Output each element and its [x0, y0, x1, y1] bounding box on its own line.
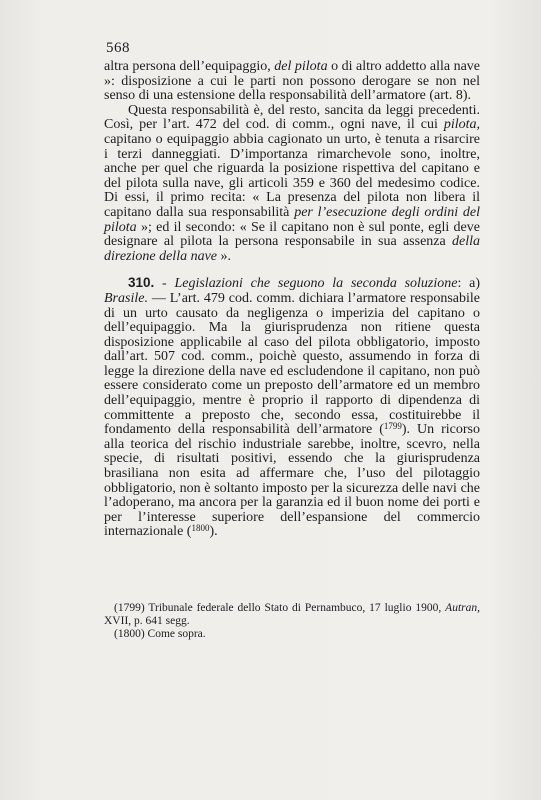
footnotes — [104, 602, 480, 641]
text-run: ». — [217, 248, 232, 264]
text-run: ). Un ricorso alla teorica del rischio industriale sarebbe, inoltre, scevro, nella specie, di risultati positivi, essendo che la giurisprudenza brasiliana non esita ad affermare che, l’uso del pilotaggio obbligatorio, non è soltanto imposto per la sicurezza delle navi che l’adoperano, ma ancora per la garanzia ed il buon nome dei porti e per l’interesse superiore dell’espansione del commercio internazionale ( — [104, 422, 480, 540]
text-run: ). — [209, 524, 218, 540]
italic-text: del pilota — [274, 59, 328, 74]
text-run: (1799) Tribunale federale dello Stato di Pernambuco, 17 luglio 1900, — [114, 602, 446, 614]
italic-text: pilota, — [443, 117, 480, 133]
italic-text: Autran, — [445, 602, 480, 614]
footnote-1800 — [104, 628, 480, 641]
paragraph-continuation — [104, 60, 480, 104]
text-run: - — [154, 276, 175, 292]
footnote-1799 — [104, 602, 480, 628]
text-run: (1800) Come sopra. — [114, 628, 206, 640]
italic-text: Brasile. — [104, 290, 148, 306]
text-run: : a) — [457, 276, 480, 292]
text-run: »; ed il secondo: « Se il capitano non è sul ponte, egli deve designare al pilota la persona responsabile in sua assenza — [104, 219, 480, 250]
italic-text: della direzione della nave — [104, 234, 480, 264]
italic-text: Legislazioni che seguono la seconda soluzione — [174, 276, 458, 292]
footnote-ref: 1800 — [191, 523, 210, 534]
text-run: — L’art. 479 cod. comm. dichiara l’armatore responsabile di un urto causato da negligenza o imperizia del capitano o dell’equipaggio. Ma la giurisprudenza non ritiene questa disposizione applicabile al caso del pilota obbligatorio, imposto dall’art. 507 cod. comm., poichè questo, assumendo in forza di legge la direzione della nave ed escludendone il capitano, non può essere considerato come un preposto dell’armatore ed un membro dell’equipaggio, mentre è proprio il rapporto di dipendenza di committente a preposto che, secondo essa, costituirebbe il fondamento della responsabilità dell’armatore ( — [104, 290, 480, 438]
section-number: 310. — [128, 275, 155, 291]
text-run: XVII, p. 641 segg. — [104, 615, 190, 627]
text-run: o di altro addetto alla nave »: disposizione a cui le parti non possono derogare se non nel senso di una estensione della responsabilità dell’armatore (art. 8). — [104, 59, 480, 104]
page-number: 568 — [106, 40, 130, 56]
footnote-ref: 1799 — [383, 421, 402, 432]
italic-text: per l’esecuzione degli ordini del pilota — [104, 204, 480, 235]
body-text — [104, 60, 480, 540]
paragraph-responsibility — [104, 104, 480, 265]
text-run: capitano o equipaggio abbia cagionato un urto, è tenuta a risarcire i terzi danneggiati. D’importanza rimarchevole sono, inoltre, anche per quel che riguarda la posizione rispettiva del capitano e del pilota sulla nave, gli articoli 359 e 360 del medesimo codice. Di essi, il primo recita: « La presenza del pilota non libera il capitano dalla sua responsabilità — [104, 131, 480, 220]
text-run: altra persona dell’equipaggio, — [104, 59, 275, 74]
text-run: Questa responsabilità è, del resto, sancita da leggi precedenti. Così, per l’art. 472 del cod. di comm., ogni nave, il cui — [104, 102, 480, 133]
section-310-paragraph — [104, 276, 480, 540]
